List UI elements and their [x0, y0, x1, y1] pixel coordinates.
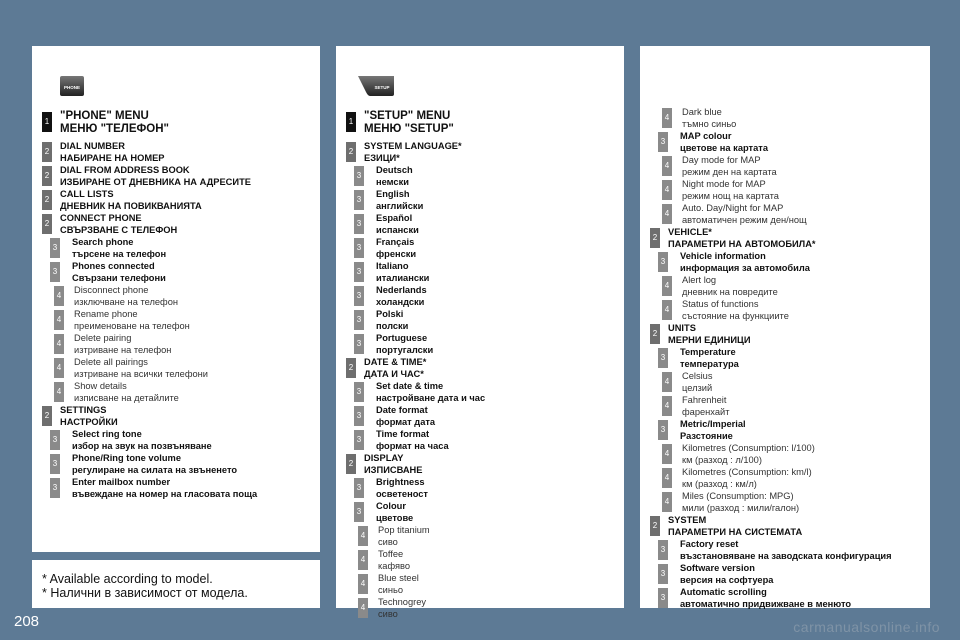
entry-english: Day mode for MAP — [682, 155, 761, 165]
entry-english: Automatic scrolling — [680, 587, 767, 597]
menu-entry — [42, 380, 316, 404]
menu-entry — [42, 428, 316, 452]
entry-bulgarian: ДНЕВНИК НА ПОВИКВАНИЯТА — [60, 201, 202, 211]
entry-english: Technogrey — [378, 597, 427, 607]
menu-entry — [42, 188, 316, 212]
entry-bulgarian: търсене на телефон — [72, 249, 167, 259]
level-badge: 4 — [358, 598, 368, 618]
entry-bulgarian: режим ден на картата — [682, 167, 777, 177]
entry-bulgarian: км (разход : км/л) — [682, 479, 757, 489]
level-badge: 4 — [54, 310, 64, 330]
entry-bulgarian: ПАРАМЕТРИ НА АВТОМОБИЛА* — [668, 239, 816, 249]
entry-english: Select ring tone — [72, 429, 142, 439]
level-badge: 3 — [658, 588, 668, 608]
entry-english: Time format — [376, 429, 430, 439]
entry-bulgarian: тъмно синьо — [682, 119, 737, 129]
entry-bulgarian: МЕНЮ "SETUP" — [364, 123, 454, 135]
entry-english: DISPLAY — [364, 453, 404, 463]
level-badge: 4 — [662, 468, 672, 488]
entry-bulgarian: режим нощ на картата — [682, 191, 779, 201]
entry-english: Disconnect phone — [74, 285, 149, 295]
level-badge: 3 — [354, 334, 364, 354]
entry-bulgarian: синьо — [378, 585, 403, 595]
level-badge: 2 — [650, 516, 660, 536]
entry-english: Deutsch — [376, 165, 413, 175]
watermark: carmanualsonline.info — [793, 619, 940, 635]
entry-bulgarian: мили (разход : мили/галон) — [682, 503, 800, 513]
entry-bulgarian: целзий — [682, 383, 713, 393]
setup-icon-label: SETUP — [374, 85, 390, 90]
setup-menu-panel — [336, 46, 624, 619]
menu-entry — [42, 404, 316, 428]
level-badge: 4 — [662, 492, 672, 512]
level-badge: 3 — [658, 564, 668, 584]
entry-english: Portuguese — [376, 333, 428, 343]
entry-bulgarian: ПАРАМЕТРИ НА СИСТЕМАТА — [668, 527, 803, 537]
entry-english: Night mode for MAP — [682, 179, 766, 189]
entry-bulgarian: автоматичен режим ден/нощ — [682, 215, 807, 225]
entry-bulgarian: версия на софтуера — [680, 575, 774, 585]
menu-entry — [650, 586, 926, 610]
level-badge: 4 — [662, 444, 672, 464]
entry-bulgarian: сиво — [378, 609, 398, 619]
setup-menu-list — [346, 110, 620, 620]
level-badge: 3 — [354, 478, 364, 498]
level-badge: 3 — [354, 430, 364, 450]
menu-entry — [650, 466, 926, 490]
menu-entry — [346, 548, 620, 572]
menu-entry — [42, 236, 316, 260]
entry-bulgarian: португалски — [376, 345, 434, 355]
menu-entry — [650, 250, 926, 274]
menu-entry — [42, 140, 316, 164]
level-badge: 3 — [354, 502, 364, 522]
menu-entry — [346, 572, 620, 596]
menu-entry — [650, 538, 926, 562]
entry-bulgarian: италиански — [376, 273, 430, 283]
level-badge: 2 — [650, 228, 660, 248]
level-badge: 3 — [354, 382, 364, 402]
entry-bulgarian: състояние на функциите — [682, 311, 789, 321]
entry-bulgarian: ИЗПИСВАНЕ — [364, 465, 423, 475]
menu-entry — [42, 260, 316, 284]
menu-entry — [42, 308, 316, 332]
entry-english: Search phone — [72, 237, 134, 247]
level-badge: 3 — [50, 430, 60, 450]
entry-bulgarian: изключване на телефон — [74, 297, 179, 307]
entry-english: Kilometres (Consumption: l/100) — [682, 443, 815, 453]
menu-entry — [42, 476, 316, 500]
menu-entry — [650, 490, 926, 514]
entry-english: Italiano — [376, 261, 409, 271]
entry-bulgarian: възстановяване на заводската конфигурация — [680, 551, 892, 561]
entry-bulgarian: НАСТРОЙКИ — [60, 417, 118, 427]
entry-english: Nederlands — [376, 285, 427, 295]
entry-english: Celsius — [682, 371, 713, 381]
level-badge: 4 — [358, 526, 368, 546]
setup-button-icon — [356, 74, 396, 98]
entry-english: Delete pairing — [74, 333, 132, 343]
level-badge: 4 — [662, 204, 672, 224]
entry-bulgarian: МЕРНИ ЕДИНИЦИ — [668, 335, 751, 345]
entry-bulgarian: ДАТА И ЧАС* — [364, 369, 424, 379]
entry-bulgarian: регулиране на силата на звъненето — [72, 465, 238, 475]
entry-english: Toffee — [378, 549, 404, 559]
entry-english: Enter mailbox number — [72, 477, 171, 487]
setup-menu-continued-panel — [640, 46, 930, 608]
entry-english: MAP colour — [680, 131, 732, 141]
phone-icon-label: PHONE — [63, 85, 81, 90]
level-badge: 4 — [662, 372, 672, 392]
entry-english: Dark blue — [682, 107, 722, 117]
entry-english: SYSTEM LANGUAGE* — [364, 141, 462, 151]
menu-entry — [346, 212, 620, 236]
level-badge: 3 — [354, 214, 364, 234]
level-badge: 4 — [662, 276, 672, 296]
menu-entry — [346, 188, 620, 212]
footnote-english: * Available according to model. — [42, 572, 213, 586]
level-badge: 4 — [54, 286, 64, 306]
menu-entry — [346, 428, 620, 452]
level-badge: 3 — [658, 132, 668, 152]
level-badge: 3 — [50, 478, 60, 498]
level-badge: 3 — [354, 238, 364, 258]
entry-english: Miles (Consumption: MPG) — [682, 491, 794, 501]
level-badge: 4 — [662, 396, 672, 416]
entry-bulgarian: МЕНЮ "ТЕЛЕФОН" — [60, 123, 170, 135]
entry-english: Date format — [376, 405, 428, 415]
menu-entry — [346, 236, 620, 260]
level-badge: 2 — [346, 454, 356, 474]
level-badge: 3 — [658, 348, 668, 368]
entry-english: DIAL NUMBER — [60, 141, 125, 151]
entry-bulgarian: дневник на повредите — [682, 287, 778, 297]
entry-bulgarian: осветеност — [376, 489, 428, 499]
menu-entry — [346, 140, 620, 164]
phone-menu-list — [42, 110, 316, 500]
menu-entry — [346, 500, 620, 524]
entry-english: "PHONE" MENU — [60, 110, 149, 122]
level-badge: 4 — [662, 156, 672, 176]
phone-button-icon — [58, 74, 86, 98]
entry-bulgarian: изписване на детайлите — [74, 393, 179, 403]
level-badge: 3 — [658, 420, 668, 440]
entry-bulgarian: настройване дата и час — [376, 393, 486, 403]
menu-entry — [650, 394, 926, 418]
menu-entry — [650, 418, 926, 442]
entry-english: Français — [376, 237, 415, 247]
menu-entry — [346, 260, 620, 284]
level-badge: 3 — [354, 310, 364, 330]
entry-english: SETTINGS — [60, 405, 107, 415]
entry-english: English — [376, 189, 410, 199]
level-badge: 3 — [354, 406, 364, 426]
level-badge: 4 — [54, 382, 64, 402]
entry-english: VEHICLE* — [668, 227, 712, 237]
entry-bulgarian: френски — [376, 249, 417, 259]
entry-bulgarian: въвеждане на номер на гласовата поща — [72, 489, 258, 499]
menu-entry — [42, 332, 316, 356]
level-badge: 3 — [354, 286, 364, 306]
entry-bulgarian: сиво — [378, 537, 398, 547]
menu-entry — [650, 226, 926, 250]
menu-entry — [346, 164, 620, 188]
level-badge: 2 — [346, 142, 356, 162]
phone-menu-panel — [32, 46, 320, 552]
entry-bulgarian: автоматично придвижване в менюто — [680, 599, 852, 609]
entry-english: Polski — [376, 309, 404, 319]
entry-english: Delete all pairings — [74, 357, 148, 367]
entry-english: Phone/Ring tone volume — [72, 453, 181, 463]
entry-english: DIAL FROM ADDRESS BOOK — [60, 165, 190, 175]
level-badge: 4 — [662, 180, 672, 200]
menu-entry — [346, 404, 620, 428]
entry-bulgarian: холандски — [376, 297, 425, 307]
menu-entry — [650, 562, 926, 586]
level-badge: 3 — [50, 454, 60, 474]
menu-entry — [346, 452, 620, 476]
level-badge: 4 — [662, 300, 672, 320]
level-badge: 3 — [658, 540, 668, 560]
level-badge: 1 — [42, 112, 52, 132]
level-badge: 4 — [54, 334, 64, 354]
menu-entry — [650, 178, 926, 202]
entry-english: Vehicle information — [680, 251, 766, 261]
entry-bulgarian: температура — [680, 359, 739, 369]
entry-english: DATE & TIME* — [364, 357, 427, 367]
menu-entry — [650, 322, 926, 346]
level-badge: 3 — [354, 262, 364, 282]
menu-entry — [650, 106, 926, 130]
entry-english: SYSTEM — [668, 515, 707, 525]
menu-entry — [42, 452, 316, 476]
entry-english: Rename phone — [74, 309, 138, 319]
menu-entry — [650, 202, 926, 226]
level-badge: 3 — [354, 166, 364, 186]
menu-entry — [346, 110, 620, 140]
footnote-box — [32, 560, 320, 608]
entry-bulgarian: преименоване на телефон — [74, 321, 190, 331]
level-badge: 4 — [358, 550, 368, 570]
level-badge: 2 — [650, 324, 660, 344]
menu-entry — [650, 154, 926, 178]
entry-english: Status of functions — [682, 299, 759, 309]
level-badge: 2 — [42, 166, 52, 186]
entry-bulgarian: фаренхайт — [682, 407, 730, 417]
menu-entry — [42, 284, 316, 308]
entry-english: Show details — [74, 381, 127, 391]
level-badge: 2 — [42, 406, 52, 426]
entry-bulgarian: СВЪРЗВАНЕ С ТЕЛЕФОН — [60, 225, 178, 235]
footnote-bulgarian: * Налични в зависимост от модела. — [42, 586, 248, 600]
entry-bulgarian: цветове на картата — [680, 143, 769, 153]
entry-bulgarian: ЕЗИЦИ* — [364, 153, 400, 163]
entry-bulgarian: формат на часа — [376, 441, 449, 451]
entry-english: Phones connected — [72, 261, 155, 271]
menu-entry — [650, 298, 926, 322]
level-badge: 4 — [662, 108, 672, 128]
entry-english: Brightness — [376, 477, 425, 487]
entry-bulgarian: Разстояние — [680, 431, 733, 441]
entry-bulgarian: испански — [376, 225, 419, 235]
menu-entry — [650, 370, 926, 394]
menu-entry — [42, 164, 316, 188]
level-badge: 3 — [354, 190, 364, 210]
entry-english: "SETUP" MENU — [364, 110, 451, 122]
entry-english: CONNECT PHONE — [60, 213, 142, 223]
menu-entry — [650, 346, 926, 370]
entry-english: Metric/Imperial — [680, 419, 746, 429]
level-badge: 2 — [42, 214, 52, 234]
entry-bulgarian: Свързани телефони — [72, 273, 166, 283]
entry-bulgarian: кафяво — [378, 561, 411, 571]
entry-english: Set date & time — [376, 381, 444, 391]
menu-entry — [346, 476, 620, 500]
entry-bulgarian: избор на звук на позвъняване — [72, 441, 212, 451]
menu-entry — [650, 130, 926, 154]
menu-entry — [346, 284, 620, 308]
menu-entry — [650, 514, 926, 538]
entry-english: Español — [376, 213, 413, 223]
level-badge: 2 — [346, 358, 356, 378]
entry-english: CALL LISTS — [60, 189, 114, 199]
level-badge: 3 — [50, 238, 60, 258]
menu-entry — [346, 332, 620, 356]
entry-english: Auto. Day/Night for MAP — [682, 203, 784, 213]
entry-bulgarian: км (разход : л/100) — [682, 455, 762, 465]
level-badge: 4 — [54, 358, 64, 378]
entry-english: Colour — [376, 501, 406, 511]
entry-english: Software version — [680, 563, 755, 573]
page-number: 208 — [14, 613, 40, 630]
level-badge: 3 — [658, 252, 668, 272]
level-badge: 2 — [42, 142, 52, 162]
entry-english: Fahrenheit — [682, 395, 727, 405]
entry-bulgarian: НАБИРАНЕ НА НОМЕР — [60, 153, 165, 163]
entry-bulgarian: формат дата — [376, 417, 436, 427]
entry-english: Blue steel — [378, 573, 419, 583]
entry-english: Alert log — [682, 275, 717, 285]
level-badge: 2 — [42, 190, 52, 210]
entry-english: Pop titanium — [378, 525, 430, 535]
menu-entry — [42, 212, 316, 236]
entry-bulgarian: полски — [376, 321, 409, 331]
level-badge: 4 — [358, 574, 368, 594]
entry-bulgarian: изтриване на телефон — [74, 345, 172, 355]
level-badge: 1 — [346, 112, 356, 132]
menu-entry — [346, 596, 620, 620]
menu-entry — [346, 524, 620, 548]
entry-bulgarian: информация за автомобила — [680, 263, 810, 273]
menu-entry — [346, 356, 620, 380]
menu-entry — [650, 442, 926, 466]
menu-entry — [346, 308, 620, 332]
entry-english: Factory reset — [680, 539, 739, 549]
entry-bulgarian: цветове — [376, 513, 414, 523]
setup-menu-continued-list — [650, 106, 926, 610]
entry-english: Kilometres (Consumption: km/l) — [682, 467, 812, 477]
level-badge: 3 — [50, 262, 60, 282]
entry-english: UNITS — [668, 323, 696, 333]
entry-bulgarian: немски — [376, 177, 409, 187]
menu-entry — [346, 380, 620, 404]
menu-entry — [42, 110, 316, 140]
menu-entry — [650, 274, 926, 298]
entry-bulgarian: английски — [376, 201, 424, 211]
entry-english: Temperature — [680, 347, 736, 357]
entry-bulgarian: ИЗБИРАНЕ ОТ ДНЕВНИКА НА АДРЕСИТЕ — [60, 177, 251, 187]
entry-bulgarian: изтриване на всички телефони — [74, 369, 208, 379]
menu-entry — [42, 356, 316, 380]
